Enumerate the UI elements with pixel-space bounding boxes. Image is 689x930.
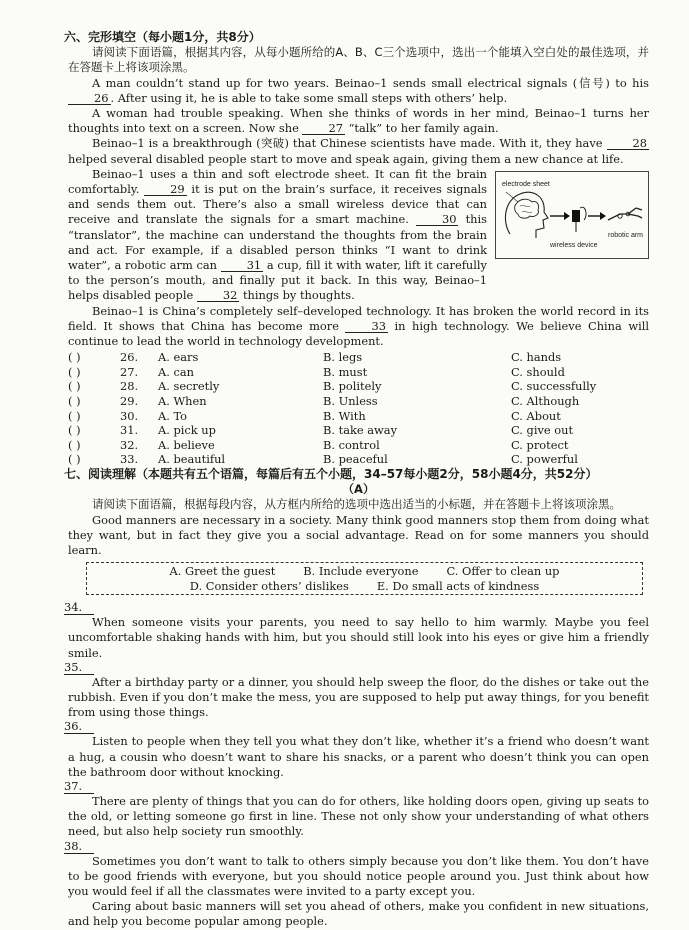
option-row: ( ) 32. A. believe B. control C. protect [68, 437, 569, 452]
cloze-options [68, 350, 649, 467]
question-37 [64, 779, 649, 840]
cloze-paragraph-5: Beinao–1 is China’s completely self–developed technology. It has broken the world record in its field. It shows that China has become more 33 in high technology. We believe China will continue to lead the world in technology development. [68, 303, 650, 349]
option-row: ( ) 33. A. beautiful B. peaceful C. powerful [68, 452, 578, 467]
question-paragraph: After a birthday party or a dinner, you should help sweep the floor, do the dishes or take out the rubbish. Even if you don’t make the mess, you are supposed to help put away things, for you benefit from using those things. [68, 674, 649, 720]
beinao-diagram [495, 171, 649, 259]
option-row: ( ) 28. A. secretly B. politely C. successfully [68, 379, 597, 394]
option-b: B. Include everyone [303, 564, 419, 579]
blank-26[interactable]: 26 [68, 92, 111, 105]
answer-paren[interactable]: ( ) [68, 394, 81, 409]
question-paragraph: Sometimes you don’t want to talk to others simply because you don’t like them. You don’t have to be good friends with everyone, but you should notice people around you. Just think about how you would feel if all the classmates were invited to a party except you. [68, 853, 649, 899]
electrode-sheet-label: electrode sheet [502, 180, 550, 188]
option-e: E. Do small acts of kindness [376, 579, 540, 594]
option-row: ( ) 27. A. can B. must C. should [68, 364, 565, 379]
section-7-title: 七、阅读理解（本题共有五个语篇，每篇后有五个小题，34–57每小题2分，58小题4分，共52分） [64, 467, 598, 482]
question-paragraph: There are plenty of things that you can do for others, like holding doors open, giving up seats to the old, or letting someone go first in line. These not only show your understanding of what others need, but also help society run smoothly. [68, 794, 649, 839]
answer-paren[interactable]: ( ) [68, 437, 81, 452]
blank-32[interactable]: 32 [197, 289, 240, 302]
cloze-paragraph-2: A woman had trouble speaking. When she thinks of words in her mind, Beinao–1 turns her thoughts into text on a screen. Now she 27 “talk” to her family again. [68, 106, 649, 136]
question-number[interactable]: 34. [64, 601, 94, 615]
question-38 [64, 838, 649, 900]
blank-31[interactable]: 31 [221, 259, 264, 272]
passage-closing: Caring about basic manners will set you ahead of others, make you confident in new situations, and help you become popular among people. [68, 899, 649, 929]
blank-28[interactable]: 28 [607, 137, 650, 150]
answer-paren[interactable]: ( ) [68, 408, 81, 423]
blank-33[interactable]: 33 [345, 320, 388, 333]
question-number[interactable]: 36. [64, 720, 94, 734]
passage-a-label: （A） [342, 482, 375, 497]
answer-paren[interactable]: ( ) [68, 452, 81, 467]
question-number[interactable]: 38. [64, 840, 94, 854]
answer-paren[interactable]: ( ) [68, 364, 81, 379]
paragraph-with-figure [68, 167, 649, 304]
question-35 [64, 659, 649, 721]
answer-paren[interactable]: ( ) [68, 423, 81, 438]
option-c: C. Offer to clean up [446, 564, 560, 579]
wireless-device-label: wireless device [550, 241, 598, 249]
cloze-paragraph-4: Beinao–1 uses a thin and soft electrode sheet. It can fit the brain comfortably. 29 it is put on the brain’s surface, it receives signals and sends them out. There’s also a small wireless device that can receive and translate the signals for a smart machine. 30 this “translator”, the machine can understand the thoughts from the brain and act. For example, if a disabled person thinks “I want to drink water”, a robotic arm can 31 a cup, fill it with water, lift it carefully to the person’s mouth, and finally put it back. In this way, Beinao–1 helps disabled people 32 things by thoughts. [68, 166, 487, 303]
cloze-paragraph-3: Beinao–1 is a breakthrough (突破) that Chinese scientists have made. With it, they have 28 helped several disabled people start to move and speak again, giving them a new chance at life. [68, 136, 647, 166]
option-d: D. Consider others’ dislikes [189, 579, 349, 594]
blank-27[interactable]: 27 [302, 122, 345, 135]
question-number[interactable]: 35. [64, 661, 94, 675]
question-36 [64, 719, 649, 780]
answer-paren[interactable]: ( ) [68, 350, 81, 365]
answer-paren[interactable]: ( ) [68, 379, 81, 394]
section-6-instruction: 请阅读下面语篇，根据其内容，从每小题所给的A、B、C三个选项中，选出一个能填入空白处的最佳选项，并在答题卡上将该项涂黑。 [68, 45, 649, 75]
cloze-paragraph-1: A man couldn’t stand up for two years. Beinao–1 sends small electrical signals (信号) to his 26 . After using it, he is able to take some small steps with others’ help. [68, 76, 649, 106]
option-row: ( ) 31. A. pick up B. take away C. give out [68, 423, 574, 438]
question-paragraph: Listen to people when they tell you what they don’t like, whether it’s a friend who doesn’t want a hug, a cousin who doesn’t want to share his snacks, or a parent who doesn’t think you can open the bathroom door without knocking. [68, 734, 649, 779]
passage-intro: Good manners are necessary in a society. Many think good manners stop them from doing what they want, but in fact they give you a social advantage. Read on for some manners you should learn. [68, 512, 649, 558]
section-7-instruction: 请阅读下面语篇，根据每段内容，从方框内所给的选项中选出适当的小标题，并在答题卡上将该项涂黑。 [92, 497, 621, 512]
option-row: ( ) 30. A. To B. With C. About [68, 408, 561, 423]
blank-30[interactable]: 30 [416, 213, 459, 226]
question-number[interactable]: 37. [64, 780, 94, 794]
blank-29[interactable]: 29 [144, 183, 187, 196]
option-row: ( ) 26. A. ears B. legs C. hands [68, 350, 562, 365]
question-paragraph: When someone visits your parents, you need to say hello to him warmly. Maybe you feel uncomfortable shaking hands with him, but you should still look into his eyes or give him a friendly smile. [68, 615, 649, 660]
robotic-arm-label: robotic arm [608, 231, 644, 239]
heading-options-box [86, 562, 643, 595]
option-row: ( ) 29. A. When B. Unless C. Although [68, 394, 580, 409]
question-34 [64, 600, 649, 661]
section-6-title: 六、完形填空（每小题1分，共8分） [64, 30, 261, 44]
option-a: A. Greet the guest [169, 564, 276, 579]
